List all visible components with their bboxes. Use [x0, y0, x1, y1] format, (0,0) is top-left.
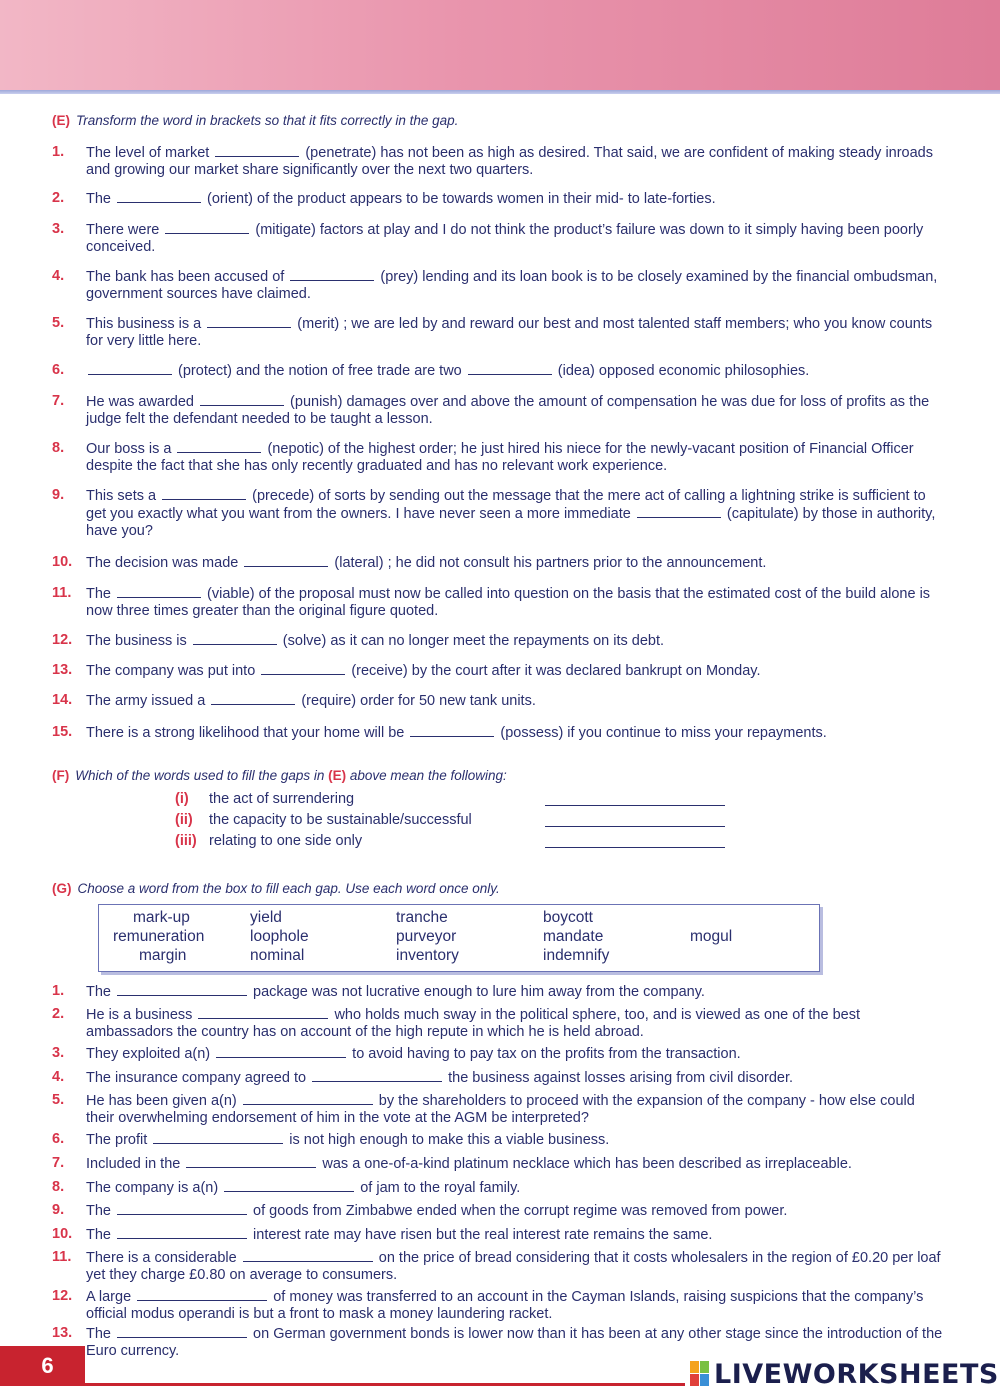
word-box — [98, 904, 820, 972]
exercise-e-item: 7. He was awarded (punish) damages over and above the amount of compensation he was due for loss of profits as the judge felt the defendant needed to be taught a lesson. — [52, 393, 930, 427]
answer-blank[interactable] — [243, 1249, 373, 1262]
exercise-e-item: 1. The level of market (penetrate) has not been as high as desired. That said, we are confident of making steady inroads and growing our market share significantly over the next two quarters. — [52, 144, 933, 178]
liveworksheets-logo — [690, 1358, 999, 1390]
word-option: purveyor — [396, 928, 457, 945]
exercise-g-item: 7. Included in the was a one-of-a-kind platinum necklace which has been described as irreplaceable. — [52, 1155, 852, 1172]
section-f-heading: (F) Which of the words used to fill the gaps in (E) above mean the following: — [52, 768, 507, 783]
footer-divider — [85, 1383, 685, 1386]
answer-blank[interactable] — [186, 1155, 316, 1168]
answer-blank[interactable] — [117, 1202, 247, 1215]
answer-blank[interactable] — [224, 1179, 354, 1192]
answer-blank[interactable] — [211, 692, 295, 705]
answer-blank[interactable] — [207, 315, 291, 328]
section-e-heading — [52, 113, 458, 128]
brand-name: LIVEWORKSHEETS — [714, 1358, 999, 1390]
exercise-e-item: 3. There were (mitigate) factors at play and I do not think the product’s failure was down to it simply having been poorly conceived. — [52, 221, 924, 255]
answer-blank[interactable] — [117, 1325, 247, 1338]
exercise-e-item: 2. The (orient) of the product appears to be towards women in their mid- to late-forties. — [52, 190, 716, 207]
exercise-e-item: 4. The bank has been accused of (prey) lending and its loan book is to be closely examined by the financial ombudsman, government sources have claimed. — [52, 268, 938, 302]
answer-blank[interactable] — [215, 144, 299, 157]
answer-blank[interactable] — [88, 362, 172, 375]
word-option: inventory — [396, 947, 459, 964]
word-option: margin — [139, 947, 187, 964]
definition-row: (iii) relating to one side only — [175, 833, 735, 851]
answer-blank[interactable] — [117, 1226, 247, 1239]
word-option: remuneration — [113, 928, 205, 945]
section-g-heading — [52, 881, 500, 896]
exercise-e-item: 6. (protect) and the notion of free trade are two (idea) opposed economic philosophies. — [52, 362, 810, 379]
definition-row: (i) the act of surrendering — [175, 791, 735, 809]
exercise-e-item: 5. This business is a (merit) ; we are led by and reward our best and most talented staff members; who you know counts for very little here. — [52, 315, 933, 349]
exercise-e-item: 12. The business is (solve) as it can no longer meet the repayments on its debt. — [52, 632, 665, 649]
word-option: mark-up — [133, 909, 190, 926]
exercise-g-item: 6. The profit is not high enough to make this a viable business. — [52, 1131, 610, 1148]
exercise-g-item: 12. A large of money was transferred to an account in the Cayman Islands, raising suspicions that the company’s official modus operandi is but a front to mask a money laundering racket. — [52, 1288, 924, 1322]
exercise-g-item: 5. He has been given a(n) by the shareholders to proceed with the expansion of the company - how else could their overwhelming endorsement of him in the vote at the AGM be interpreted? — [52, 1092, 915, 1126]
answer-blank[interactable] — [162, 487, 246, 500]
word-option: mandate — [543, 928, 604, 945]
section-e-instruction: Transform the word in brackets so that it fits correctly in the gap. — [76, 113, 459, 128]
answer-blank[interactable] — [117, 983, 247, 996]
answer-blank[interactable] — [117, 190, 201, 203]
word-option: mogul — [690, 928, 733, 945]
exercise-g-item: 11. There is a considerable on the price of bread considering that it costs wholesalers in the region of £0.20 per loaf yet they charge £0.80 on average to consumers. — [52, 1249, 941, 1283]
exercise-e-item: 14. The army issued a (require) order for 50 new tank units. — [52, 692, 536, 709]
answer-blank[interactable] — [312, 1069, 442, 1082]
header-divider — [0, 90, 1000, 94]
word-option: boycott — [543, 909, 593, 926]
section-e-tag: (E) — [52, 113, 70, 128]
answer-blank[interactable] — [410, 724, 494, 737]
answer-blank[interactable] — [153, 1131, 283, 1144]
section-f-tag: (F) — [52, 768, 70, 783]
answer-line[interactable] — [545, 826, 725, 827]
answer-blank[interactable] — [468, 362, 552, 375]
liveworksheets-icon — [690, 1361, 710, 1387]
word-option: yield — [250, 909, 282, 926]
exercise-g-item: 8. The company is a(n) of jam to the royal family. — [52, 1179, 521, 1196]
exercise-g-item: 3. They exploited a(n) to avoid having to pay tax on the profits from the transaction. — [52, 1045, 741, 1062]
exercise-e-item: 15. There is a strong likelihood that your home will be (possess) if you continue to miss your repayments. — [52, 724, 827, 741]
answer-blank[interactable] — [198, 1006, 328, 1019]
exercise-g-item: 1. The package was not lucrative enough to lure him away from the company. — [52, 983, 705, 1000]
exercise-e-item: 8. Our boss is a (nepotic) of the highest order; he just hired his niece for the newly-vacant position of Financial Officer despite the fact that she has only recently graduated and has no relevant work experience. — [52, 440, 914, 474]
answer-blank[interactable] — [261, 662, 345, 675]
section-g-tag: (G) — [52, 881, 72, 896]
section-g-instruction: Choose a word from the box to fill each gap. Use each word once only. — [77, 881, 500, 896]
header-banner — [0, 0, 1000, 90]
answer-blank[interactable] — [117, 585, 201, 598]
answer-blank[interactable] — [216, 1045, 346, 1058]
exercise-g-item: 10. The interest rate may have risen but the real interest rate remains the same. — [52, 1226, 713, 1243]
word-option: loophole — [250, 928, 309, 945]
answer-blank[interactable] — [243, 1092, 373, 1105]
answer-line[interactable] — [545, 805, 725, 806]
answer-blank[interactable] — [193, 632, 277, 645]
exercise-g-item: 2. He is a business who holds much sway in the political sphere, too, and is viewed as one of the best ambassadors the country has on account of the high repute in which he is held abroad. — [52, 1006, 860, 1040]
definition-row: (ii) the capacity to be sustainable/successful — [175, 812, 735, 830]
exercise-e-item: 13. The company was put into (receive) by the court after it was declared bankrupt on Monday. — [52, 662, 761, 679]
page-number: 6 — [0, 1346, 85, 1386]
word-option: indemnify — [543, 947, 610, 964]
word-option: nominal — [250, 947, 305, 964]
answer-blank[interactable] — [244, 554, 328, 567]
answer-blank[interactable] — [200, 393, 284, 406]
exercise-e-item: 10. The decision was made (lateral) ; he did not consult his partners prior to the announcement. — [52, 554, 767, 571]
exercise-g-item: 4. The insurance company agreed to the business against losses arising from civil disorder. — [52, 1069, 794, 1086]
word-option: tranche — [396, 909, 448, 926]
answer-blank[interactable] — [290, 268, 374, 281]
exercise-g-item: 13. The on German government bonds is lower now than it has been at any other stage since the introduction of the Euro currency. — [52, 1325, 943, 1359]
answer-line[interactable] — [545, 847, 725, 848]
answer-blank[interactable] — [637, 505, 721, 518]
answer-blank[interactable] — [137, 1288, 267, 1301]
exercise-e-item: 11. The (viable) of the proposal must now be called into question on the basis that the estimated cost of the build alone is now three times greater than the original figure quoted. — [52, 585, 931, 619]
answer-blank[interactable] — [177, 440, 261, 453]
answer-blank[interactable] — [165, 221, 249, 234]
exercise-e-item: 9. This sets a (precede) of sorts by sending out the message that the mere act of calling a lightning strike is sufficient to get you exactly what you want from the owners. I have never seen a more immediate (capitulate) by those in authority, have you? — [52, 487, 936, 539]
exercise-g-item: 9. The of goods from Zimbabwe ended when the corrupt regime was removed from power. — [52, 1202, 788, 1219]
